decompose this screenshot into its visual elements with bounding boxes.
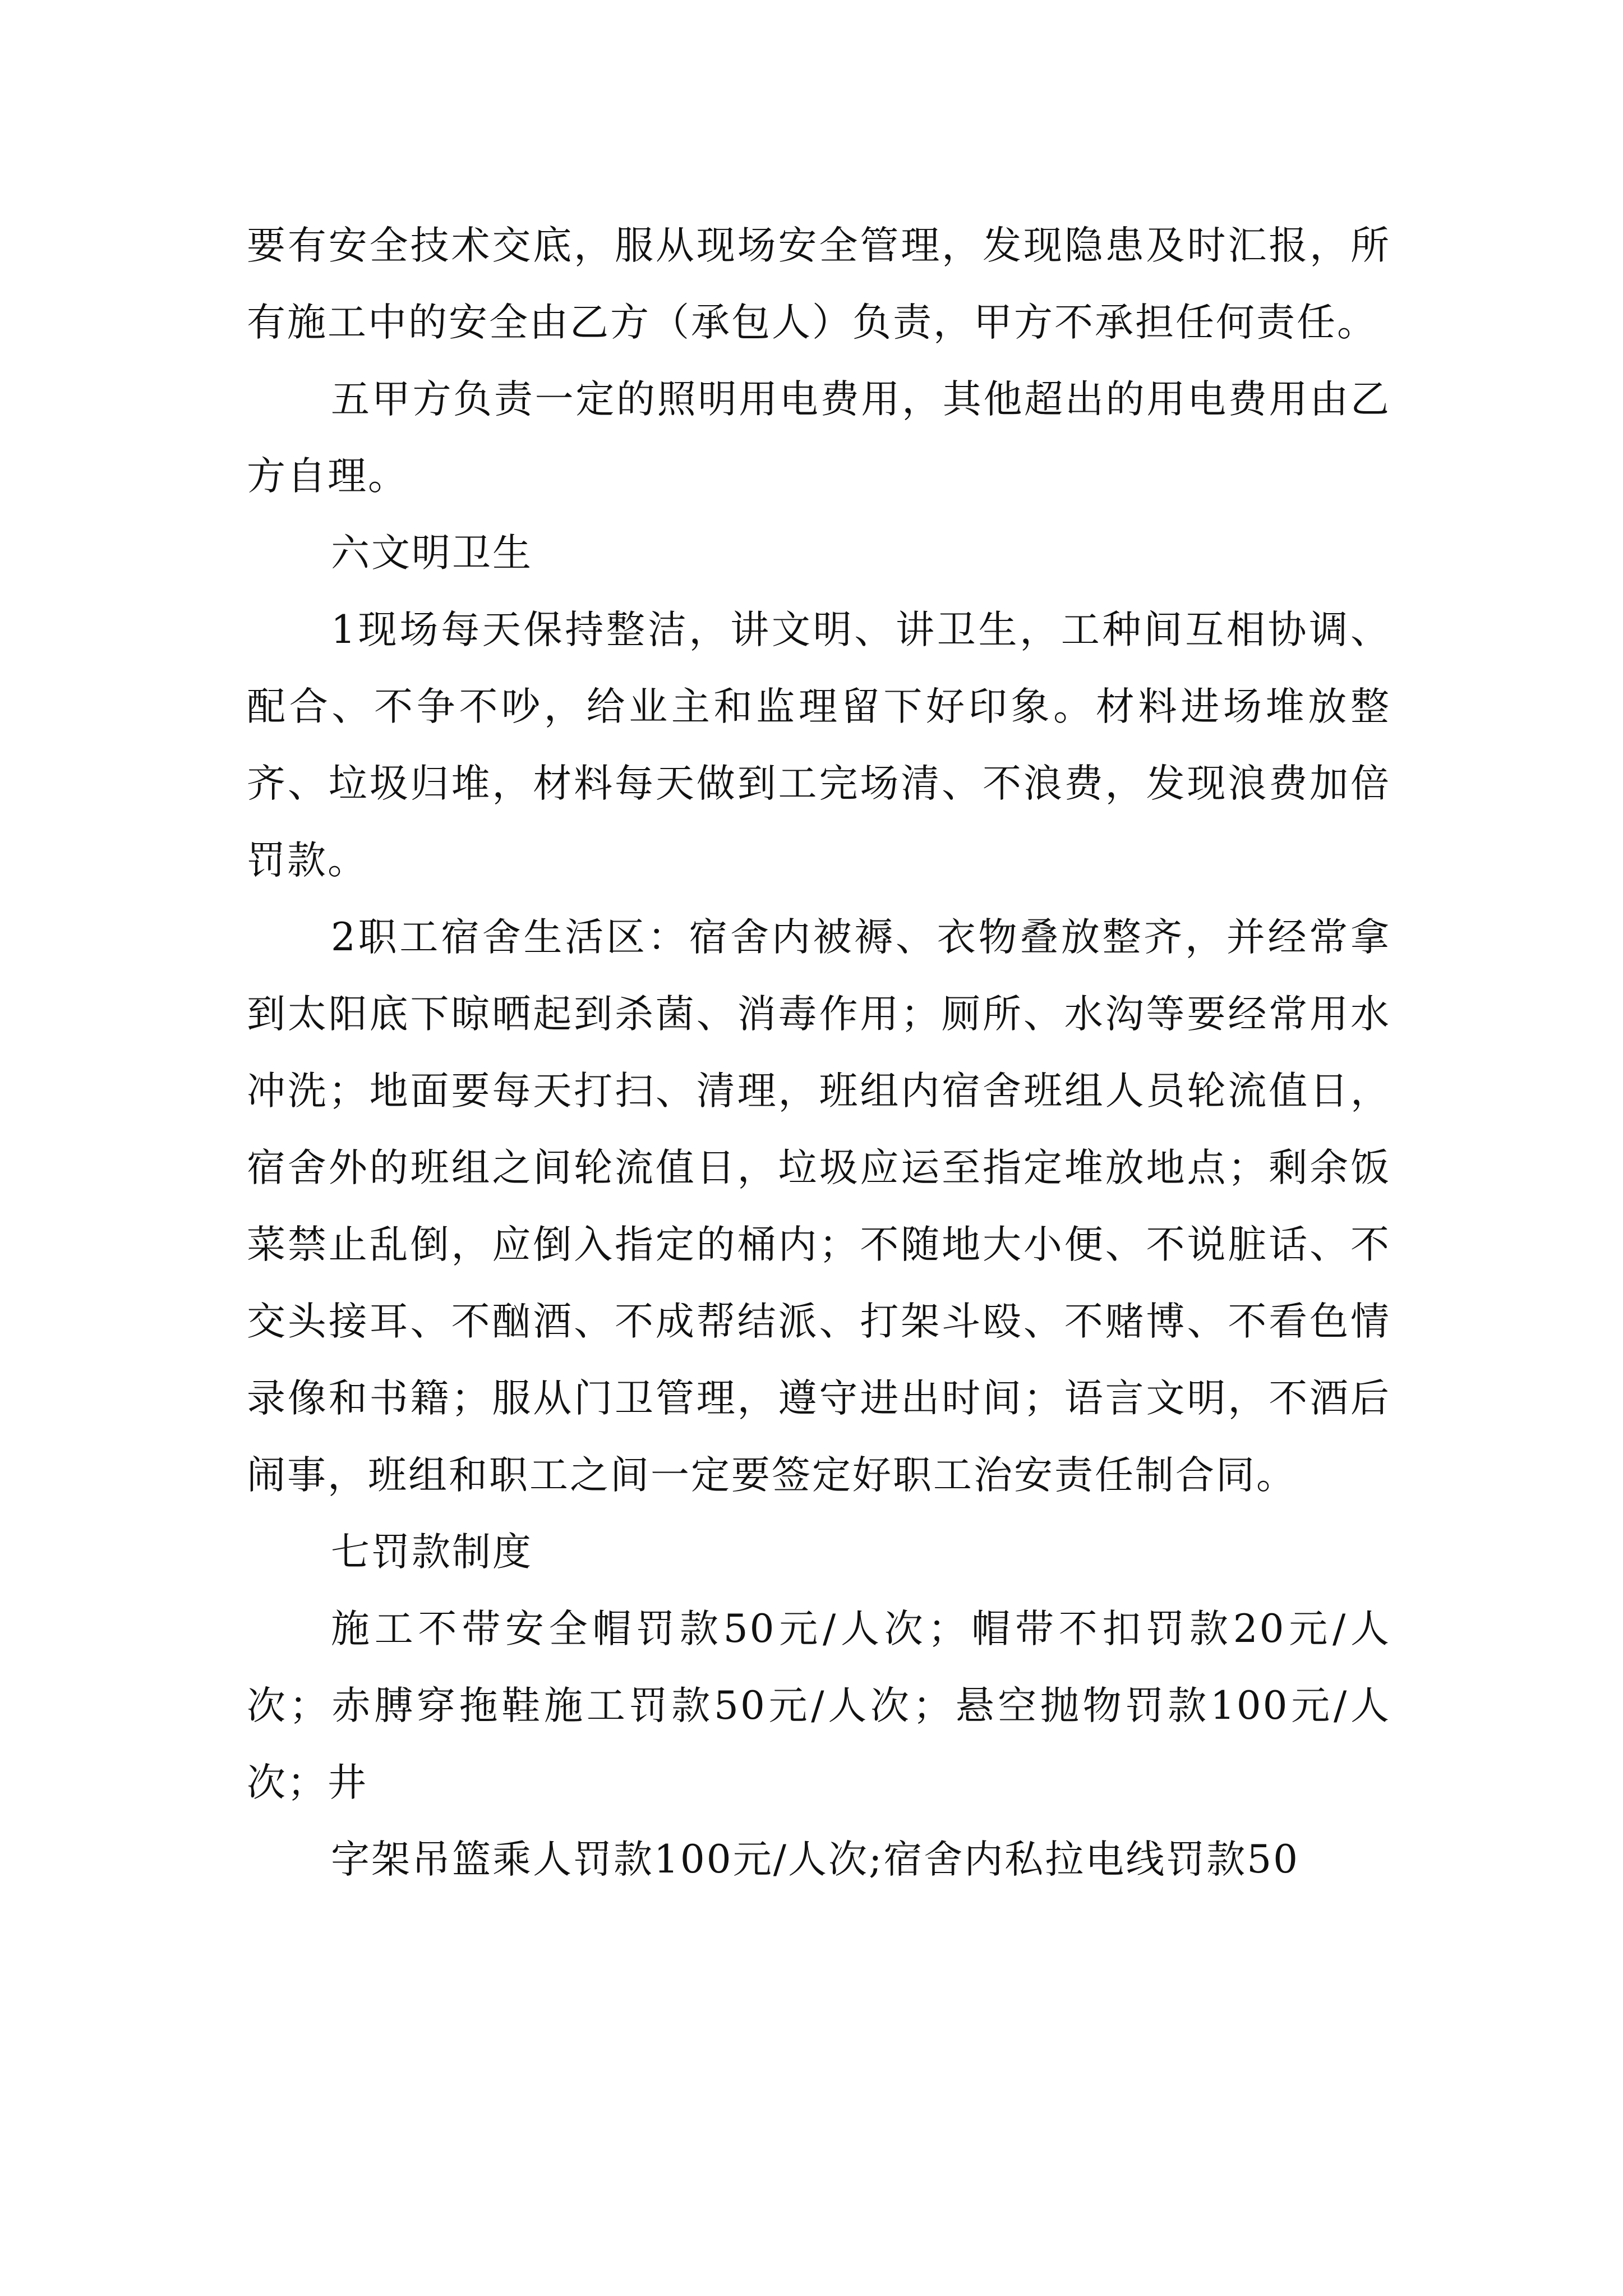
paragraph-penalty-list-continued: 字架吊篮乘人罚款100元/人次;宿舍内私拉电线罚款50 [331,1837,1299,1882]
paragraph-site-cleanliness: 1现场每天保持整洁，讲文明、讲卫生，工种间互相协调、配合、不争不吵，给业主和监理留下好印象。材料进场堆放整齐、垃圾归堆，材料每天做到工完场清、不浪费，发现浪费加倍罚款。 [247,608,1391,883]
paragraph-penalty-list: 施工不带安全帽罚款50元/人次；帽带不扣罚款20元/人次；赤膊穿拖鞋施工罚款50元/人次；悬空抛物罚款100元/人次；井 [247,1607,1391,1805]
paragraph-dormitory: 2职工宿舍生活区：宿舍内被褥、衣物叠放整齐，并经常拿到太阳底下晾晒起到杀菌、消毒作用；厕所、水沟等要经常用水冲洗；地面要每天打扫、清理，班组内宿舍班组人员轮流值日，宿舍外的班组之间轮流值日，垃圾应运至指定堆放地点；剩余饭菜禁止乱倒，应倒入指定的桶内；不随地大小便、不说脏话、不交头接耳、不酗酒、不成帮结派、打架斗殴、不赌博、不看色情录像和书籍；服从门卫管理，遵守进出时间；语言文明，不酒后闹事，班组和职工之间一定要签定好职工治安责任制合同。 [247,915,1391,1498]
section-heading-penalties: 七罚款制度 [331,1530,533,1575]
document-body [247,208,1391,1898]
paragraph-safety-continued: 要有安全技术交底，服从现场安全管理，发现隐患及时汇报，所有施工中的安全由乙方（承包人）负责，甲方不承担任何责任。 [247,223,1391,345]
paragraph-electricity: 五甲方负责一定的照明用电费用，其他超出的用电费用由乙方自理。 [247,377,1391,499]
section-heading-hygiene: 六文明卫生 [331,531,533,576]
